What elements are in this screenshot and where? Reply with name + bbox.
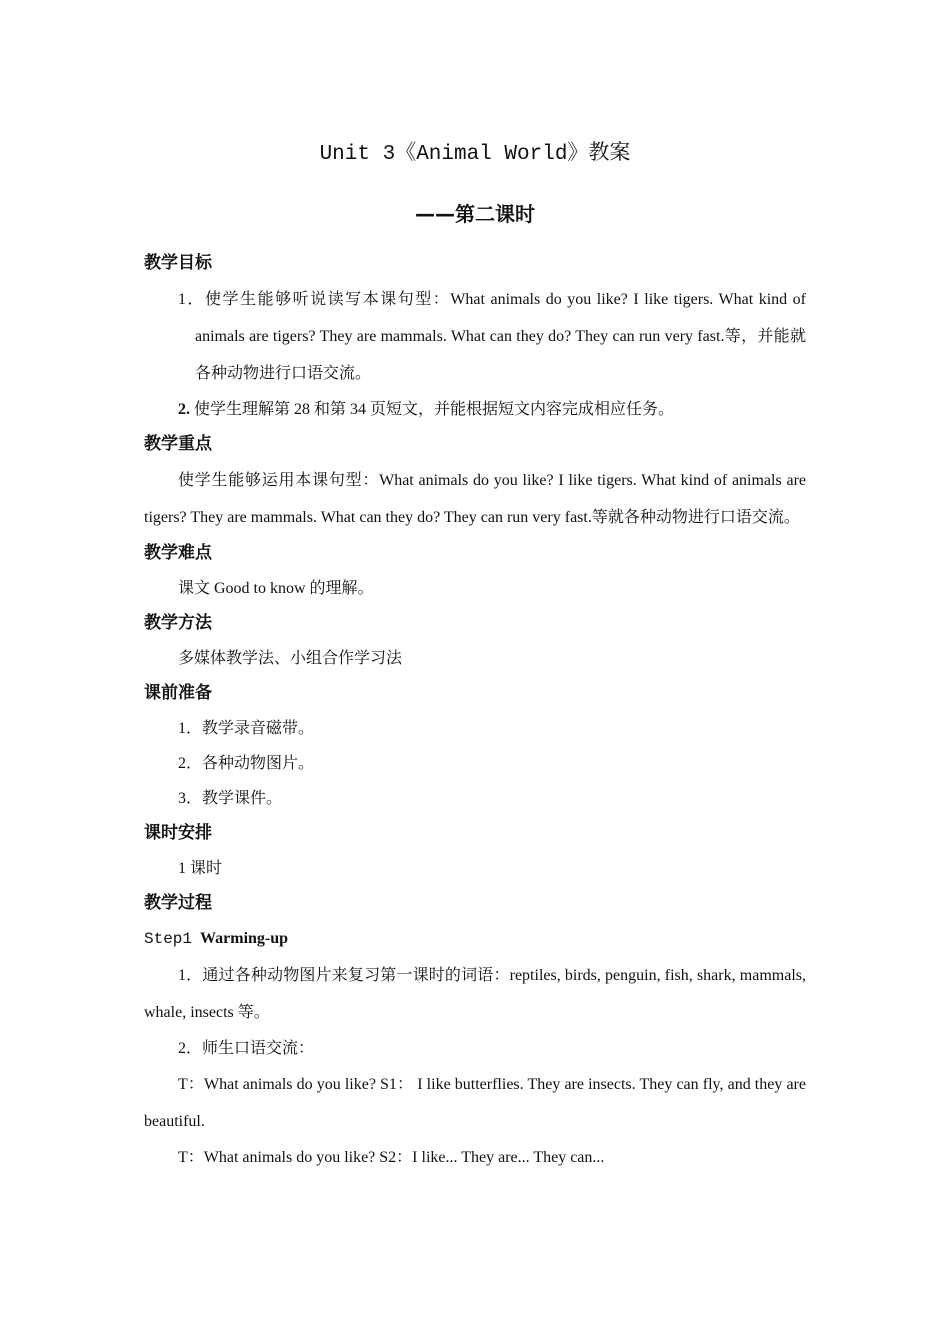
process-dialogue-1: T：What animals do you like? S1： I like butterflies. They are insects. They can fly, and they are beautiful. [144,1076,806,1130]
process-paragraph-2: 2．师生口语交流： [178,1040,315,1057]
heading-process: 教学过程 [144,893,212,913]
heading-schedule: 课时安排 [144,823,212,843]
heading-methods: 教学方法 [144,613,212,633]
document-body [144,246,806,1175]
difficulties-text: 课文 Good to know 的理解。 [178,580,374,597]
document-subtitle: ——第二课时 [415,202,535,226]
goal-item-1: 1．使学生能够听说读写本课句型：What animals do you like? I like tigers. What kind of animals are tigers? They are mammals. What can they do? They can run very fast.等，并能就各种动物进行口语交流。 [178,291,806,382]
goal-item-2-text: 使学生理解第 28 和第 34 页短文，并能根据短文内容完成相应任务。 [194,401,675,418]
heading-key-points: 教学重点 [144,434,212,454]
document-title: Unit 3《Animal World》教案 [319,143,631,166]
preparation-item-2: 2．各种动物图片。 [178,755,315,772]
goal-item-2 [144,392,806,427]
goal-item-2-number: 2. [178,401,190,418]
key-points-text: 使学生能够运用本课句型：What animals do you like? I like tigers. What kind of animals are tigers? They are mammals. What can they do? They can run very fast.等就各种动物进行口语交流。 [144,472,806,526]
preparation-item-1: 1．教学录音磁带。 [178,720,315,737]
heading-goals: 教学目标 [144,253,212,273]
process-dialogue-2: T：What animals do you like? S2：I like... They are... They can... [178,1149,605,1166]
methods-text: 多媒体教学法、小组合作学习法 [178,650,403,667]
heading-preparation: 课前准备 [144,683,212,703]
schedule-text: 1 课时 [178,860,223,877]
step-heading [144,921,806,957]
process-paragraph-1: 1．通过各种动物图片来复习第一课时的词语：reptiles, birds, penguin, fish, shark, mammals, whale, insects 等。 [144,967,806,1021]
step-title: Warming-up [200,930,289,947]
heading-difficulties: 教学难点 [144,543,212,563]
step-label: Step1 [144,930,193,948]
preparation-item-3: 3．教学课件。 [178,790,283,807]
